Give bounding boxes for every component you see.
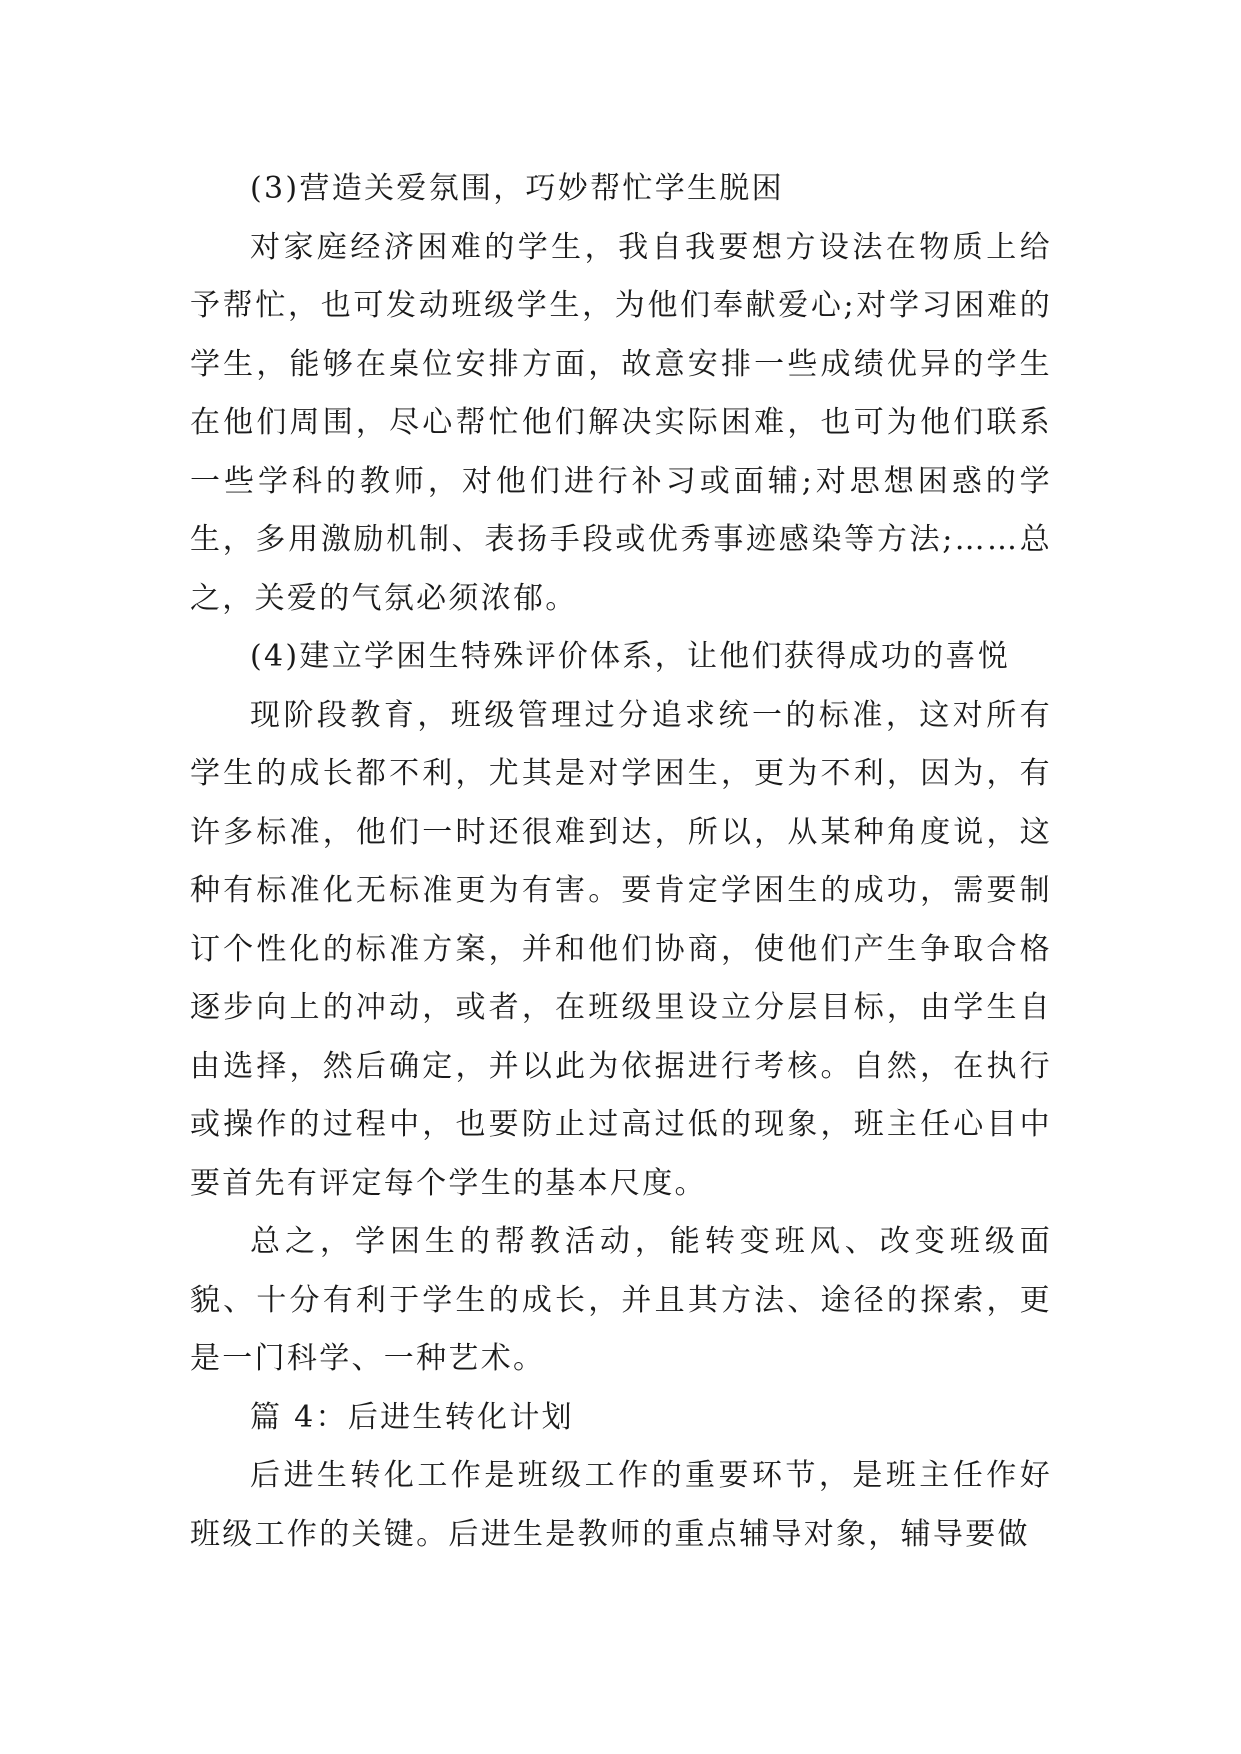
document-body: [190, 160, 1052, 1564]
section-heading-4: (4)建立学困生特殊评价体系，让他们获得成功的喜悦: [250, 639, 1010, 674]
summary-paragraph: 总之，学困生的帮教活动，能转变班风、改变班级面貌、十分有利于学生的成长，并且其方法、途径的探索，更是一门科学、一种艺术。: [190, 1224, 1052, 1376]
body-paragraph: 对家庭经济困难的学生，我自我要想方设法在物质上给予帮忙，也可发动班级学生，为他们奉献爱心;对学习困难的学生，能够在桌位安排方面，故意安排一些成绩优异的学生在他们周围，尽心帮忙他们解决实际困难，也可为他们联系一些学科的教师，对他们进行补习或面辅;对思想困惑的学生，多用激励机制、表扬手段或优秀事迹感染等方法;……总之，关爱的气氛必须浓郁。: [190, 229, 1052, 616]
body-paragraph: 现阶段教育，班级管理过分追求统一的标准，这对所有学生的成长都不利，尤其是对学困生，更为不利，因为，有许多标准，他们一时还很难到达，所以，从某种角度说，这种有标准化无标准更为有害。要肯定学困生的成功，需要制订个性化的标准方案，并和他们协商，使他们产生争取合格逐步向上的冲动，或者，在班级里设立分层目标，由学生自由选择，然后确定，并以此为依据进行考核。自然，在执行或操作的过程中，也要防止过高过低的现象，班主任心目中要首先有评定每个学生的基本尺度。: [190, 697, 1052, 1201]
body-paragraph: 后进生转化工作是班级工作的重要环节，是班主任作好班级工作的关键。后进生是教师的重点辅导对象，辅导要做: [190, 1458, 1052, 1552]
chapter-heading: 篇 4：后进生转化计划: [250, 1399, 574, 1435]
section-heading-3: (3)营造关爱氛围，巧妙帮忙学生脱困: [250, 171, 784, 206]
